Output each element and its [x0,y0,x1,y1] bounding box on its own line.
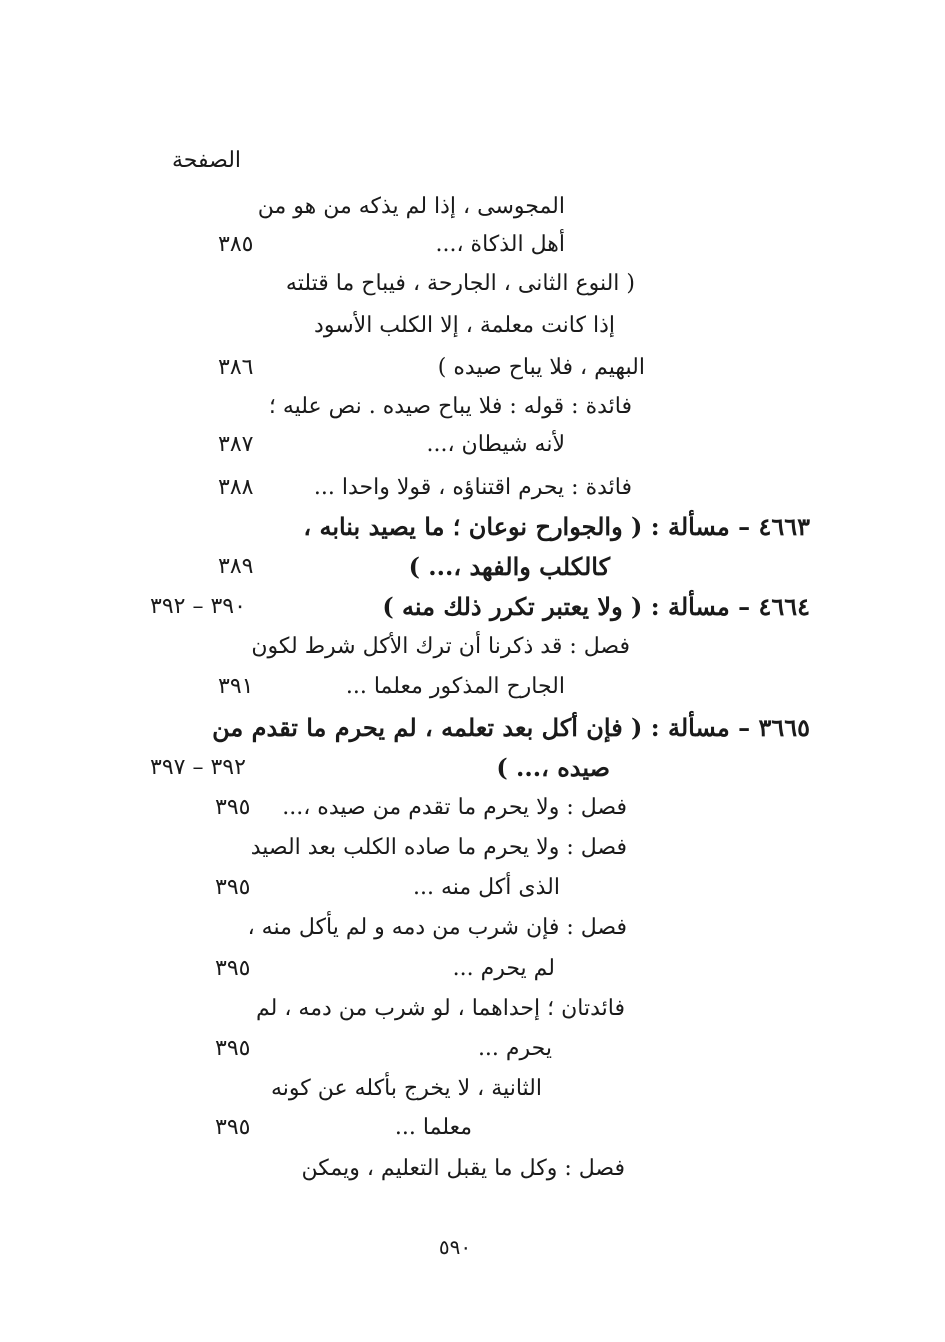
index-line: لأنه شيطان ،... [426,432,565,457]
index-line: فصل : وكل ما يقبل التعليم ، ويمكن [301,1156,625,1181]
index-line: لم يحرم ... [452,956,555,981]
index-line: فائدة : يحرم اقتناؤه ، قولا واحدا ... [313,475,632,500]
page-reference: ٣٨٥ [218,232,254,257]
issue-heading: ٤٦٦٣ – مسألة : ( والجوارح نوعان ؛ ما يصيد بنابه ، [303,512,810,541]
index-line: أهل الذكاة ،... [435,232,565,257]
index-line: فصل : ولا يحرم ما صاده الكلب بعد الصيد [250,835,627,860]
page-reference: ٣٨٦ [218,355,254,380]
index-line: الجارح المذكور معلما ... [345,674,565,699]
index-line: معلما ... [394,1115,472,1140]
index-line: المجوسى ، إذا لم يذكه من هو من [257,194,565,219]
index-line: فصل : قد ذكرنا أن ترك الأكل شرط لكون [251,634,630,659]
page-reference: ٣٩١ [218,674,254,699]
index-line: الذى أكل منه ... [412,875,560,900]
page-reference: ٣٨٧ [218,432,254,457]
page-number: ٥٩٠ [438,1235,472,1259]
page-reference: ٣٩٥ [215,956,251,981]
page-reference: ٣٨٨ [218,475,254,500]
page-reference: ٣٩٥ [215,875,251,900]
issue-heading: ٤٦٦٤ – مسألة : ( ولا يعتبر تكرر ذلك منه ) [382,592,810,621]
issue-heading: ٣٦٦٥ – مسألة : ( فإن أكل بعد تعلمه ، لم يحرم ما تقدم من [212,713,810,742]
index-line: فصل : فإن شرب من دمه و لم يأكل منه ، [247,915,627,940]
index-line: ( النوع الثانى ، الجارحة ، فيباح ما قتلته [285,271,635,296]
index-line: فائدتان ؛ إحداهما ، لو شرب من دمه ، لم [255,996,625,1021]
page-reference: ٣٩٢ – ٣٩٧ [150,755,246,780]
page-reference: ٣٩٠ – ٣٩٢ [150,594,246,619]
page-reference: ٣٩٥ [215,795,251,820]
index-line: فصل : ولا يحرم ما تقدم من صيده ،... [282,795,627,820]
index-line: إذا كانت معلمة ، إلا الكلب الأسود [314,313,615,338]
page-reference: ٣٩٥ [215,1036,251,1061]
index-line: يحرم ... [477,1036,552,1061]
page-column-header: الصفحة [172,148,242,173]
index-line: فائدة : قوله : فلا يباح صيده . نص عليه ؛ [268,394,632,419]
index-line: الثانية ، لا يخرج بأكله عن كونه [271,1076,542,1101]
index-line: البهيم ، فلا يباح صيده ) [437,355,645,380]
page-reference: ٣٩٥ [215,1115,251,1140]
issue-heading: صيده ،... ) [496,753,610,782]
issue-heading: كالكلب والفهد ،... ) [408,552,610,581]
page-reference: ٣٨٩ [218,554,254,579]
